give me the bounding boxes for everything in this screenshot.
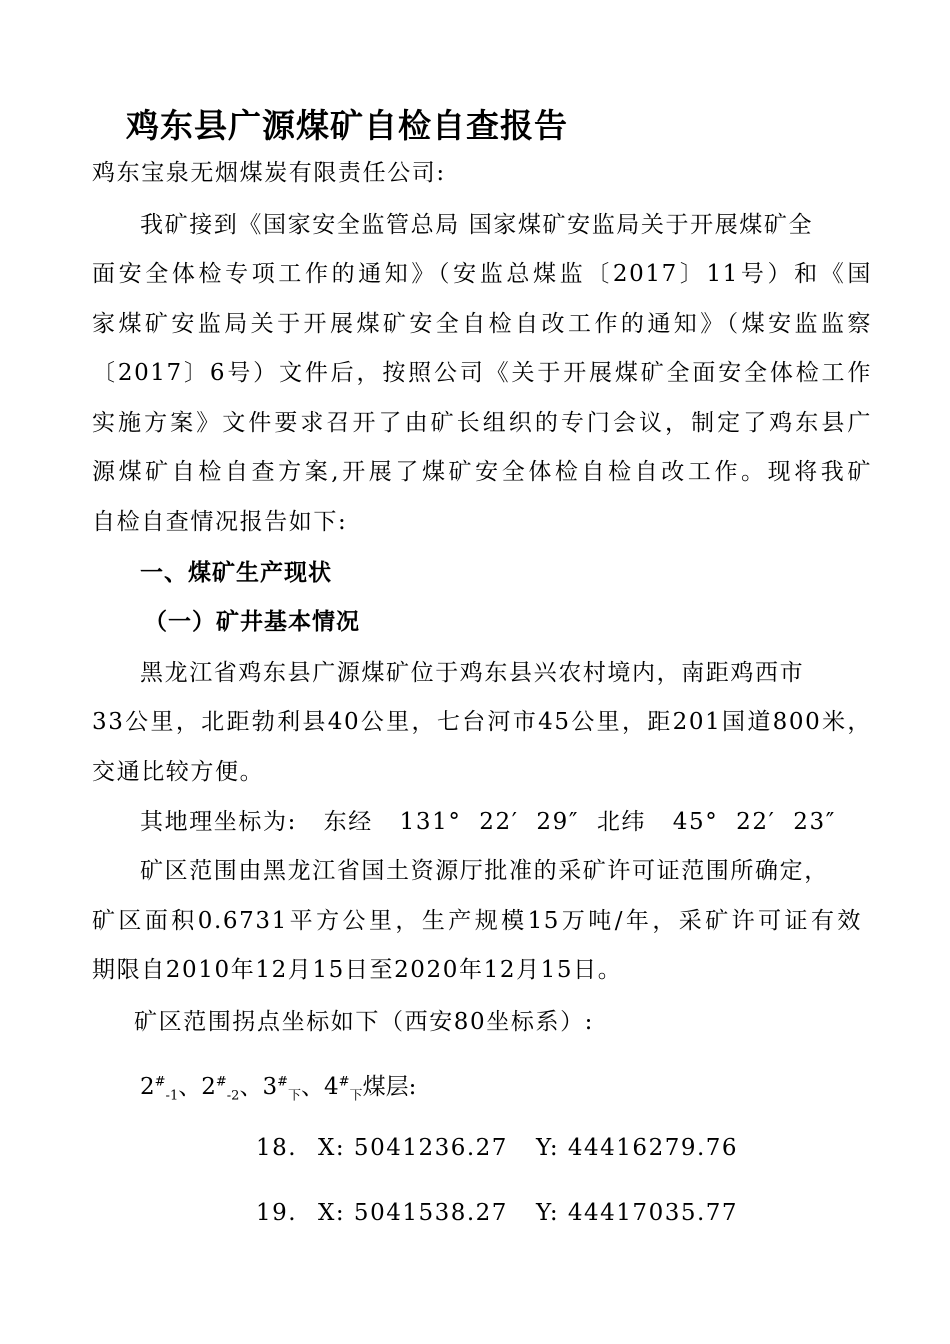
geo-coordinates-line: 其地理坐标为: 东经 131° 22′ 29″ 北纬 45° 22′ 23″ [140, 809, 836, 835]
seam-2-sup: # [215, 1074, 227, 1090]
seam-2-sub: -2 [226, 1088, 240, 1104]
mine-area-line-2: 矿区面积0.6731平方公里，生产规模15万吨/年，采矿许可证有效 [92, 908, 862, 934]
separator: 、 [301, 1074, 324, 1100]
coordinate-y: Y: 44417035.77 [536, 1200, 739, 1226]
seam-3-sup: # [277, 1074, 288, 1090]
seam-1-sup: # [154, 1074, 166, 1090]
coal-seams-line [140, 1070, 920, 1104]
intro-line-7: 自检自查情况报告如下: [92, 509, 348, 535]
coordinate-number: 19. [256, 1200, 298, 1226]
location-line-1: 黑龙江省鸡东县广源煤矿位于鸡东县兴农村境内，南距鸡西市 [140, 660, 805, 686]
intro-line-4: 〔2017〕6号）文件后，按照公司《关于开展煤矿全面安全体检工作 [92, 360, 872, 386]
intro-line-1: 我矿接到《国家安全监管总局 国家煤矿安监局关于开展煤矿全 [140, 212, 814, 238]
seam-2-number: 2 [201, 1074, 216, 1100]
mine-area-line-3: 期限自2010年12月15日至2020年12月15日。 [92, 957, 623, 983]
location-line-3: 交通比较方便。 [92, 759, 265, 785]
seam-suffix: 煤层: [362, 1074, 417, 1100]
intro-line-5: 实施方案》文件要求召开了由矿长组织的专门会议，制定了鸡东县广 [92, 410, 872, 436]
section-1-heading: 一、煤矿生产现状 [140, 560, 332, 586]
report-title: 鸡东县广源煤矿自检自查报告 [126, 106, 568, 145]
seam-1-number: 2 [140, 1074, 155, 1100]
mine-area-line-1: 矿区范围由黑龙江省国土资源厅批准的采矿许可证范围所确定， [140, 858, 829, 884]
coordinate-row [256, 1131, 738, 1165]
seam-4-sub: 下 [349, 1088, 363, 1104]
intro-line-6: 源煤矿自检自查方案,开展了煤矿安全体检自检自改工作。现将我矿 [92, 459, 872, 485]
addressee: 鸡东宝泉无烟煤炭有限责任公司: [92, 160, 446, 186]
coordinate-number: 18. [256, 1135, 298, 1161]
separator: 、 [239, 1074, 263, 1100]
location-line-2: 33公里，北距勃利县40公里，七台河市45公里，距201国道800米， [92, 709, 872, 735]
seam-1-sub: -1 [165, 1088, 179, 1104]
coordinate-x: X: 5041236.27 [318, 1135, 508, 1161]
coordinate-y: Y: 44416279.76 [536, 1135, 739, 1161]
seam-4-sup: # [338, 1074, 350, 1090]
intro-line-2: 面安全体检专项工作的通知》（安监总煤监〔2017〕11号）和《国 [92, 261, 872, 287]
seam-3-sub: 下 [287, 1088, 301, 1104]
coordinate-row [256, 1196, 738, 1230]
separator: 、 [178, 1074, 202, 1100]
intro-line-3: 家煤矿安监局关于开展煤矿安全自检自改工作的通知》（煤安监监察 [92, 311, 872, 337]
section-1-1-heading: （一）矿井基本情况 [144, 609, 360, 635]
turning-points-intro: 矿区范围拐点坐标如下（西安80坐标系）: [134, 1009, 595, 1035]
seam-4-number: 4 [324, 1074, 339, 1100]
coordinate-x: X: 5041538.27 [318, 1200, 508, 1226]
seam-3-number: 3 [262, 1074, 278, 1100]
